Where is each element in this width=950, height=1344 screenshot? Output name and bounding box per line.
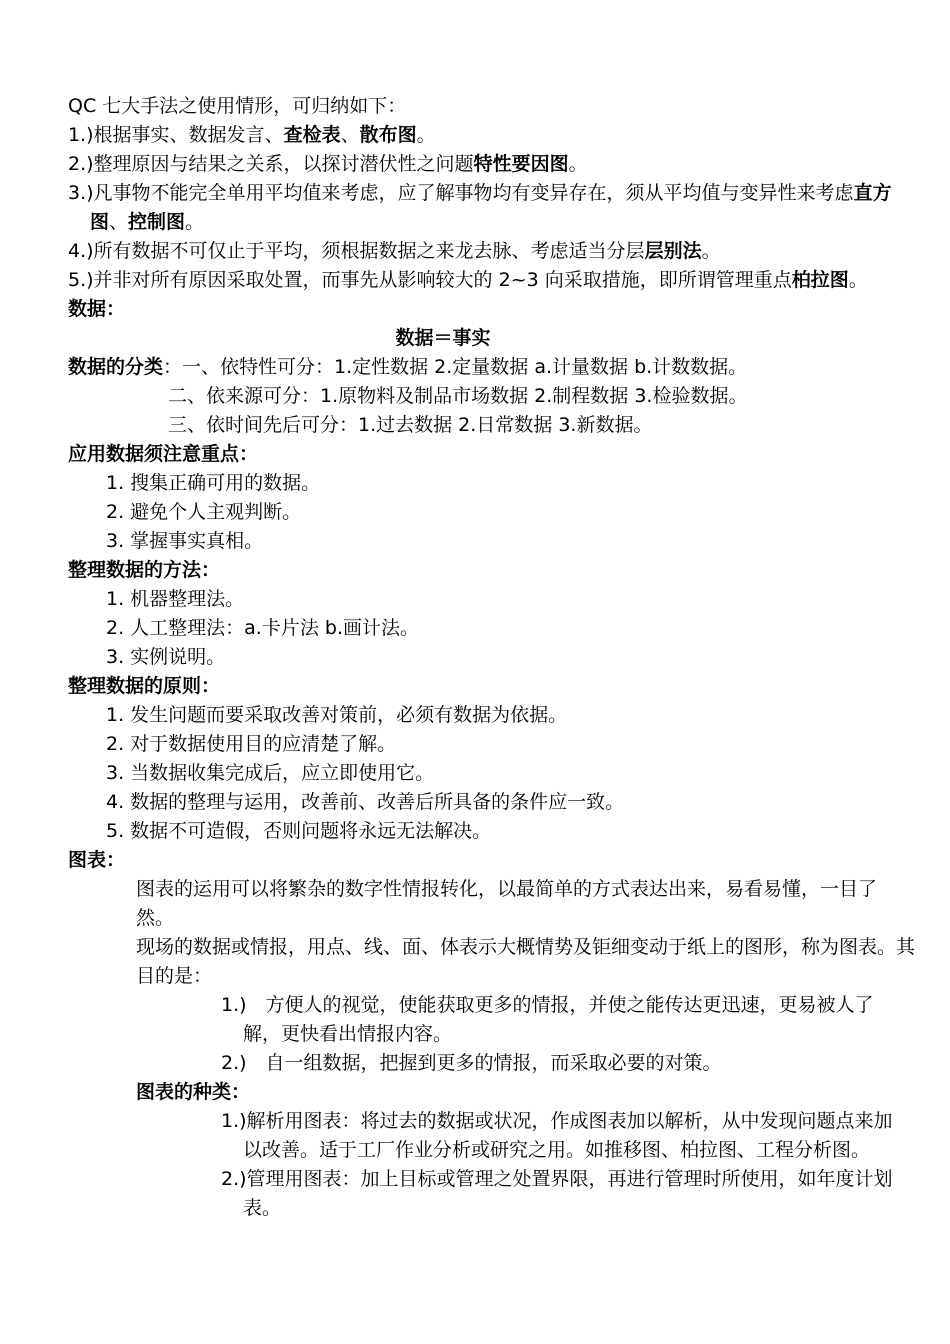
- usage-item-2: 2.)整理原因与结果之关系，以探讨潜伏性之问题特性要因图。: [68, 153, 588, 175]
- usage-item-4: 4.)所有数据不可仅止于平均，须根据数据之来龙去脉、考虑适当分层层别法。: [68, 240, 721, 262]
- classification-line-1: 数据的分类：一、依特性可分：1.定性数据 2.定量数据 a.计量数据 b.计数数据。: [68, 356, 748, 378]
- charts-heading: 图表：: [68, 849, 126, 871]
- chart-type-item: 2.)管理用图表：加上目标或管理之处置界限，再进行管理时所使用，如年度计划表。: [221, 1168, 893, 1219]
- usage-item-5: 5.)并非对所有原因采取处置，而事先从影响较大的 2~3 向采取措施，即所谓管理重点柏拉图。: [68, 269, 868, 291]
- chart-types-heading: 图表的种类：: [136, 1081, 251, 1103]
- data-equals-fact: 数据＝事实: [395, 327, 491, 349]
- methods-item: 1. 机器整理法。: [106, 588, 245, 610]
- principles-item: 2. 对于数据使用目的应清楚了解。: [106, 733, 397, 755]
- chart-type-item: 1.)解析用图表：将过去的数据或状况，作成图表加以解析，从中发现问题点来加以改善。适于工厂作业分析或研究之用。如推移图、柏拉图、工程分析图。: [221, 1110, 893, 1161]
- methods-heading: 整理数据的方法：: [68, 559, 221, 581]
- principles-item: 3. 当数据收集完成后，应立即使用它。: [106, 762, 435, 784]
- attention-item: 2. 避免个人主观判断。: [106, 501, 302, 523]
- charts-purpose-item: 2.) 自一组数据，把握到更多的情报，而采取必要的对策。: [221, 1052, 722, 1074]
- attention-item: 1. 搜集正确可用的数据。: [106, 472, 321, 494]
- classification-line-2: 二、依来源可分：1.原物料及制品市场数据 2.制程数据 3.检验数据。: [168, 385, 748, 407]
- principles-item: 4. 数据的整理与运用，改善前、改善后所具备的条件应一致。: [106, 791, 625, 813]
- methods-item: 2. 人工整理法：a.卡片法 b.画计法。: [106, 617, 419, 639]
- classification-line-3: 三、依时间先后可分：1.过去数据 2.日常数据 3.新数据。: [168, 414, 653, 436]
- charts-purpose-item: 1.) 方便人的视觉，使能获取更多的情报，并使之能传达更迅速，更易被人了解，更快看出情报内容。: [221, 994, 874, 1045]
- principles-heading: 整理数据的原则：: [68, 675, 221, 697]
- document-page: [68, 92, 928, 1223]
- methods-item: 3. 实例说明。: [106, 646, 226, 668]
- charts-paragraph-2: 现场的数据或情报，用点、线、面、体表示大概情势及钜细变动于纸上的图形，称为图表。其目的是：: [136, 936, 916, 987]
- intro-line: QC 七大手法之使用情形，可归纳如下：: [68, 95, 407, 117]
- charts-paragraph-1: 图表的运用可以将繁杂的数字性情报转化，以最简单的方式表达出来，易看易懂，一目了然。: [136, 878, 878, 929]
- principles-item: 5. 数据不可造假，否则问题将永远无法解决。: [106, 820, 492, 842]
- usage-item-3: 3.)凡事物不能完全单用平均值来考虑，应了解事物均有变异存在，须从平均值与变异性来考虑直方图、控制图。: [68, 182, 892, 233]
- data-heading: 数据：: [68, 298, 126, 320]
- principles-item: 1. 发生问题而要采取改善对策前，必须有数据为依据。: [106, 704, 568, 726]
- attention-heading: 应用数据须注意重点：: [68, 443, 259, 465]
- usage-item-1: 1.)根据事实、数据发言、查检表、散布图。: [68, 124, 436, 146]
- attention-item: 3. 掌握事实真相。: [106, 530, 264, 552]
